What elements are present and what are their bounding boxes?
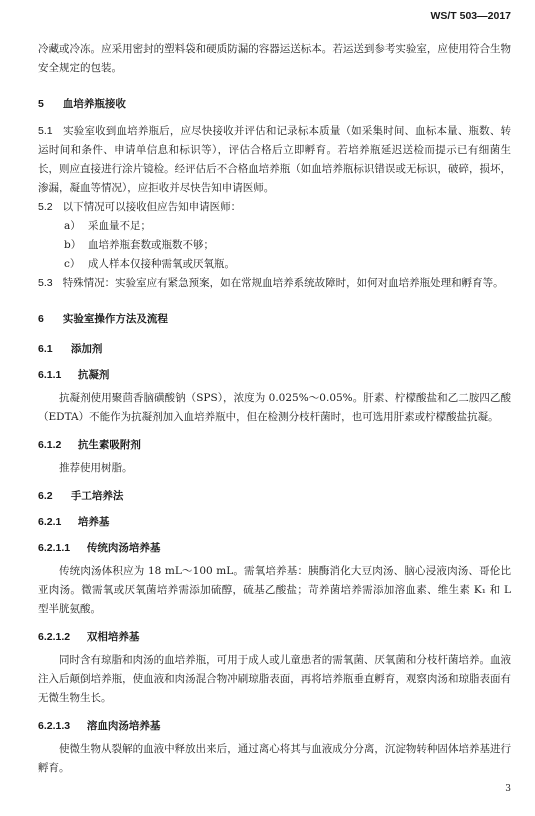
section-number: 6.2.1.3 (38, 720, 71, 732)
list-item-label: a） (64, 220, 81, 232)
section-6-heading (38, 311, 511, 327)
section-6-1-2-heading (38, 437, 511, 453)
section-number: 6.2 (38, 490, 53, 502)
section-6-1-heading (38, 341, 511, 357)
clause-text: 以下情况可以接收但应告知申请医师： (62, 201, 242, 213)
section-number: 5 (38, 98, 44, 110)
paragraph-antibiotic-adsorbent: 推荐使用树脂。 (59, 462, 133, 474)
section-title: 培养基 (77, 516, 110, 528)
section-title: 溶血肉汤培养基 (86, 720, 161, 732)
section-6-2-1-heading (38, 514, 511, 530)
page-number: 3 (505, 784, 511, 794)
list-item (38, 236, 511, 255)
paragraph-biphasic-medium: 同时含有琼脂和肉汤的血培养瓶，可用于成人或儿童患者的需氧菌、厌氧菌和分枝杆菌培养。血液注入后颠倒培养瓶，使血液和肉汤混合物冲刷琼脂表面，再将培养瓶垂直孵育，观察肉汤和琼脂表面有无微生物生长。 (38, 654, 511, 704)
list-item-text: 采血量不足； (88, 220, 151, 232)
section-number: 6.1.1 (38, 369, 62, 381)
clause-number: 5.1 (38, 125, 53, 137)
section-number: 6.2.1.2 (38, 631, 71, 643)
section-title: 抗凝剂 (77, 369, 110, 381)
list-item (38, 217, 511, 236)
section-title: 实验室操作方法及流程 (62, 313, 168, 325)
section-6-2-1-2-heading (38, 629, 511, 645)
section-number: 6.2.1 (38, 516, 62, 528)
clause-5-3 (38, 274, 511, 293)
clause-text: 特殊情况：实验室应有紧急预案，如在常规血培养系统故障时，如何对血培养瓶处理和孵育等。 (62, 277, 504, 289)
section-number: 6 (38, 313, 44, 325)
paragraph-broth-medium: 传统肉汤体积应为 18 mL～100 mL。需氧培养基：胰酶消化大豆肉汤、脑心浸液肉汤、哥伦比亚肉汤。微需氧或厌氧菌培养需添加硫醇，硫基乙酸盐；苛养菌培养需添加溶血素、维生素 K₁ 和 L 型半胱氨酸。 (38, 565, 511, 615)
clause-number: 5.2 (38, 201, 53, 213)
clause-number: 5.3 (38, 277, 53, 289)
section-title: 双相培养基 (86, 631, 140, 643)
paragraph-anticoagulant: 抗凝剂使用聚茴香脑磺酸钠（SPS），浓度为 0.025%～0.05%。肝素、柠檬酸盐和乙二胺四乙酸（EDTA）不能作为抗凝剂加入血培养瓶中，但在检测分枝杆菌时，也可选用肝素或柠檬酸盐抗凝。 (38, 392, 511, 423)
section-6-1-1-heading (38, 367, 511, 383)
section-6-2-1-1-heading (38, 540, 511, 556)
list-item-text: 成人样本仅接种需氧或厌氧瓶。 (88, 258, 235, 270)
section-5-heading (38, 96, 511, 112)
section-number: 6.1.2 (38, 439, 62, 451)
list-item (38, 255, 511, 274)
section-number: 6.2.1.1 (38, 542, 71, 554)
clause-text: 实验室收到血培养瓶后，应尽快接收并评估和记录标本质量（如采集时间、血标本量、瓶数、转运时间和条件、申请单信息和标识等），评估合格后立即孵育。若培养瓶延迟送检而提示已有细菌生长，则应直接进行涂片镜检。经评估后不合格血培养瓶（如血培养瓶标识错误或无标识，破碎，损坏，渗漏，凝血等情况），应拒收并尽快告知申请医师。 (38, 125, 512, 194)
section-title: 添加剂 (70, 343, 103, 355)
clause-5-2 (38, 198, 511, 217)
section-6-2-1-3-heading (38, 718, 511, 734)
section-title: 传统肉汤培养基 (86, 542, 161, 554)
section-title: 手工培养法 (70, 490, 124, 502)
list-item-text: 血培养瓶套数或瓶数不够； (88, 239, 214, 251)
list-item-label: b） (64, 239, 82, 251)
paragraph-lysis-broth: 使微生物从裂解的血液中释放出来后，通过离心将其与血液成分分离，沉淀物转种固体培养基进行孵育。 (38, 743, 511, 774)
clause-5-1 (38, 122, 511, 198)
section-title: 抗生素吸附剂 (77, 439, 141, 451)
document-body (38, 40, 511, 778)
section-number: 6.1 (38, 343, 53, 355)
section-title: 血培养瓶接收 (62, 98, 126, 110)
list-item-label: c） (64, 258, 81, 270)
section-6-2-heading (38, 488, 511, 504)
paragraph-transport: 冷藏或冷冻。应采用密封的塑料袋和硬质防漏的容器运送标本。若运送到参考实验室，应使用符合生物安全规定的包装。 (38, 43, 511, 74)
document-header-id: WS/T 503—2017 (430, 10, 511, 22)
